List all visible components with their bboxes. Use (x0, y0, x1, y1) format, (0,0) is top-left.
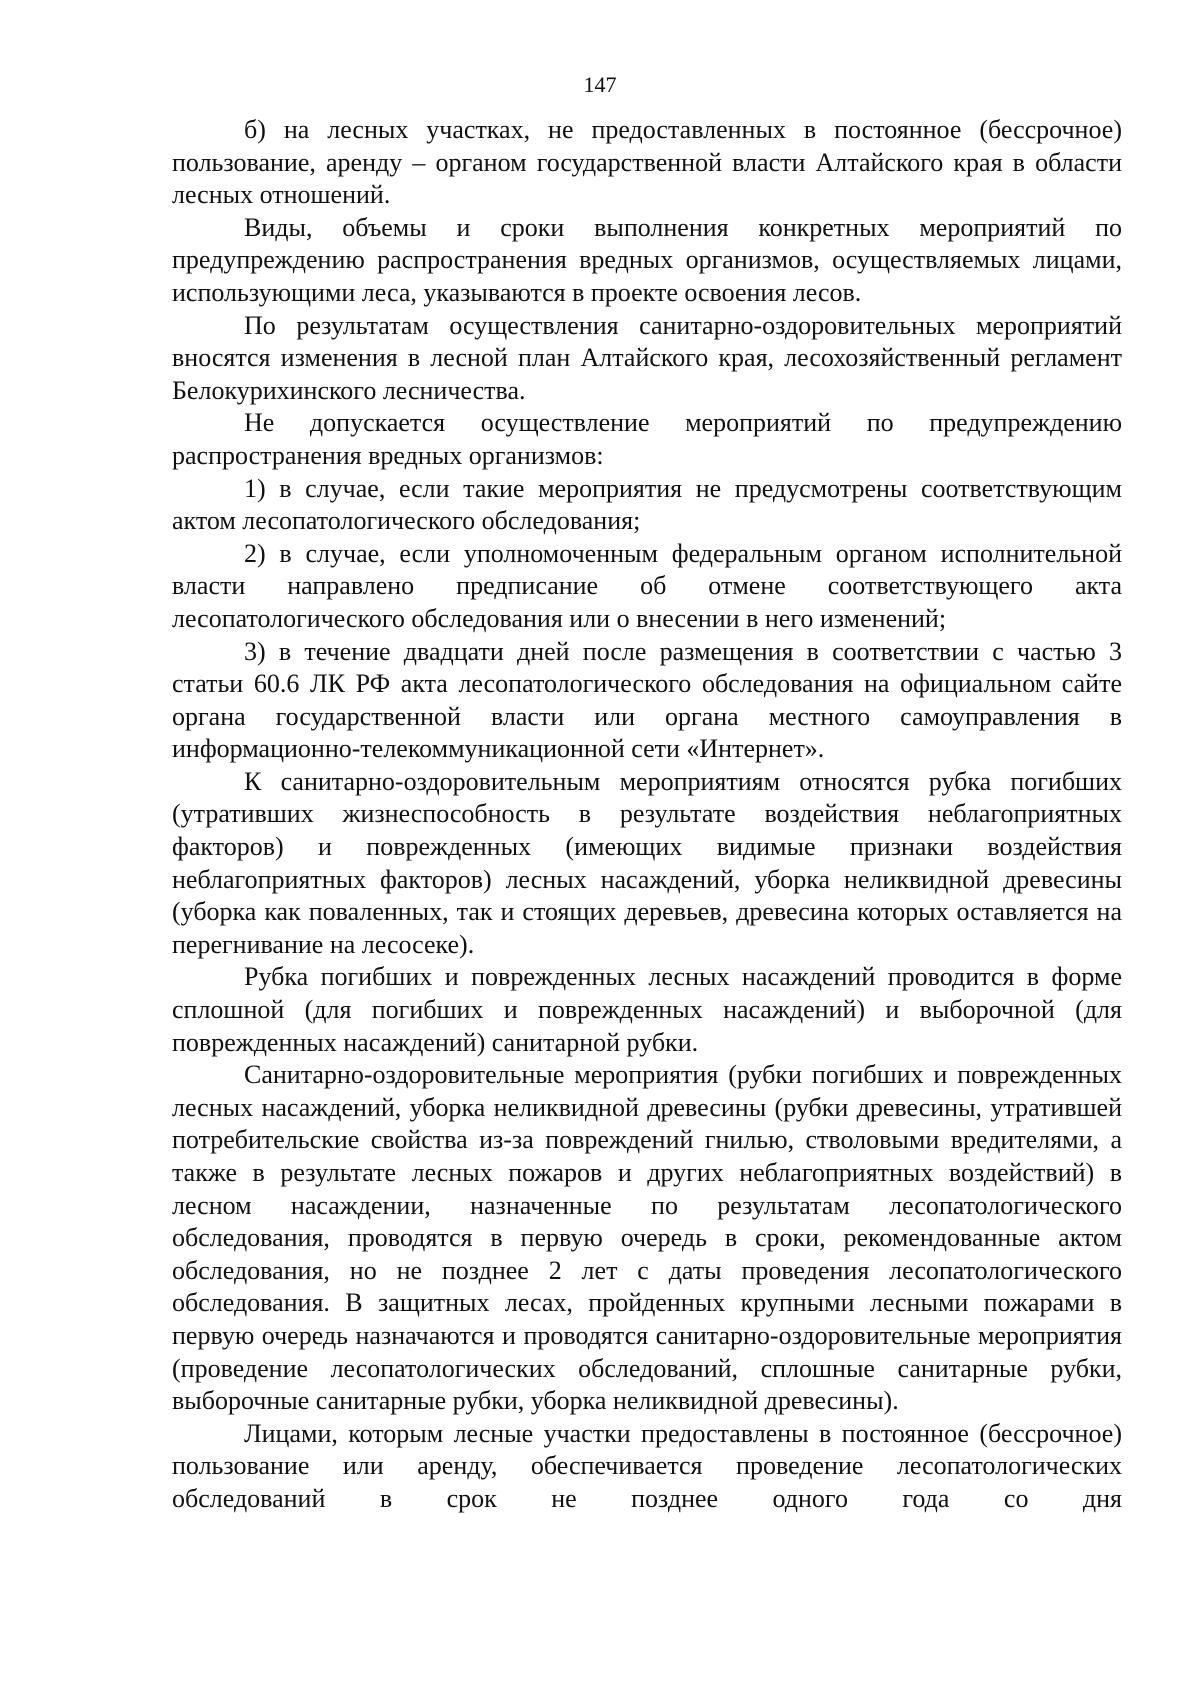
paragraph-1: б) на лесных участках, не предоставленных в постоянное (бессрочное) пользование, аренду – органом государственной власти Алтайского края в области лесных отношений. (172, 115, 1122, 210)
document-body (172, 114, 1122, 1516)
paragraph-6: Рубка погибших и поврежденных лесных насаждений проводится в форме сплошной (для погибших и поврежденных насаждений) и выборочной (для поврежденных насаждений) санитарной рубки. (172, 962, 1122, 1057)
paragraph-5: К санитарно-оздоровительным мероприятиям относятся рубка погибших (утративших жизнеспособность в результате воздействия неблагоприятных факторов) и поврежденных (имеющих видимые признаки воздействия неблагоприятных факторов) лесных насаждений, уборка неликвидной древесины (уборка как поваленных, так и стоящих деревьев, древесина которых оставляется на перегнивание на лесосеке). (172, 766, 1122, 959)
paragraph-3: По результатам осуществления санитарно-оздоровительных мероприятий вносятся изменения в лесной план Алтайского края, лесохозяйственный регламент Белокурихинского лесничества. (172, 310, 1122, 405)
paragraph-7: Санитарно-оздоровительные мероприятия (рубки погибших и поврежденных лесных насаждений, уборка неликвидной древесины (рубки древесины, утратившей потребительские свойства из-за повреждений гнилью, стволовыми вредителями, а также в результате лесных пожаров и других неблагоприятных воздействий) в лесном насаждении, назначенные по результатам лесопатологического обследования, проводятся в первую очередь в сроки, рекомендованные актом обследования, но не позднее 2 лет с даты проведения лесопатологического обследования. В защитных лесах, пройденных крупными лесными пожарами в первую очередь назначаются и проводятся санитарно-оздоровительные мероприятия (проведение лесопатологических обследований, сплошные санитарные рубки, выборочные санитарные рубки, уборка неликвидной древесины). (172, 1060, 1122, 1416)
paragraph-2: Виды, объемы и сроки выполнения конкретных мероприятий по предупреждению распространения вредных организмов, осуществляемых лицами, использующими леса, указываются в проекте освоения лесов. (172, 212, 1122, 307)
list-item-1: 1) в случае, если такие мероприятия не предусмотрены соответствующим актом лесопатологического обследования; (172, 473, 1122, 536)
list-item-2: 2) в случае, если уполномоченным федеральным органом исполнительной власти направлено предписание об отмене соответствующего акта лесопатологического обследования или о внесении в него изменений; (172, 538, 1122, 633)
paragraph-8: Лицами, которым лесные участки предоставлены в постоянное (бессрочное) пользование или аренду, обеспечивается проведение лесопатологических обследований в срок не позднее одного года со дня (172, 1418, 1122, 1513)
page-number: 147 (583, 72, 617, 97)
paragraph-4: Не допускается осуществление мероприятий по предупреждению распространения вредных организмов: (172, 408, 1122, 470)
list-item-3: 3) в течение двадцати дней после размещения в соответствии с частью 3 статьи 60.6 ЛК РФ акта лесопатологического обследования на официальном сайте органа государственной власти или органа местного самоуправления в информационно-телекоммуникационной сети «Интернет». (172, 636, 1122, 764)
